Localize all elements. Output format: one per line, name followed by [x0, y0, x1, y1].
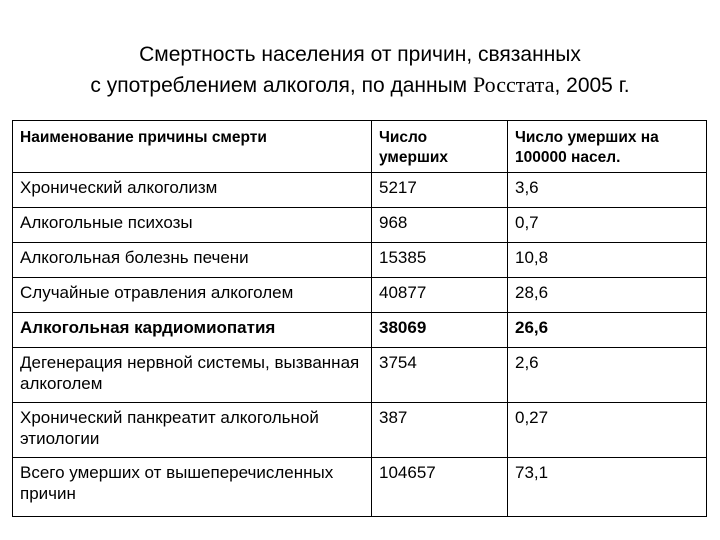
page-title — [0, 40, 720, 101]
table-header-row — [13, 121, 707, 173]
table-row — [13, 403, 707, 458]
header-deaths: Число умерших — [372, 121, 508, 173]
cell-deaths: 40877 — [372, 278, 508, 313]
cell-per-100k: 2,6 — [508, 348, 707, 403]
cell-cause: Алкогольные психозы — [13, 208, 372, 243]
cell-deaths: 5217 — [372, 173, 508, 208]
cell-per-100k: 3,6 — [508, 173, 707, 208]
cell-per-100k: 10,8 — [508, 243, 707, 278]
cell-deaths: 38069 — [372, 313, 508, 348]
mortality-table — [12, 120, 707, 517]
cell-per-100k: 26,6 — [508, 313, 707, 348]
table-row — [13, 173, 707, 208]
title-line-2 — [0, 70, 720, 101]
table-row — [13, 208, 707, 243]
header-per-100k: Число умерших на 100000 насел. — [508, 121, 707, 173]
cell-per-100k: 28,6 — [508, 278, 707, 313]
cell-cause: Дегенерация нервной системы, вызванная алкоголем — [13, 348, 372, 403]
cell-deaths: 387 — [372, 403, 508, 458]
cell-cause: Случайные отравления алкоголем — [13, 278, 372, 313]
cell-cause: Алкогольная болезнь печени — [13, 243, 372, 278]
title-source: Росстата — [472, 72, 555, 97]
title-line-2-end: , 2005 г. — [554, 74, 630, 97]
title-line-2-start: с употреблением алкоголя, по данным — [90, 74, 473, 97]
cell-cause: Хронический алкоголизм — [13, 173, 372, 208]
cell-cause: Алкогольная кардиомиопатия — [13, 313, 372, 348]
cell-deaths: 3754 — [372, 348, 508, 403]
title-line-1: Смертность населения от причин, связанных — [139, 43, 581, 66]
cell-per-100k: 0,7 — [508, 208, 707, 243]
table-row-total — [13, 458, 707, 517]
cell-cause: Хронический панкреатит алкогольной этиологии — [13, 403, 372, 458]
cell-cause: Всего умерших от вышеперечисленных причин — [13, 458, 372, 517]
cell-deaths: 104657 — [372, 458, 508, 517]
header-cause: Наименование причины смерти — [13, 121, 372, 173]
table-row — [13, 278, 707, 313]
table-row — [13, 348, 707, 403]
cell-per-100k: 73,1 — [508, 458, 707, 517]
cell-per-100k: 0,27 — [508, 403, 707, 458]
table-row-highlighted — [13, 313, 707, 348]
cell-deaths: 968 — [372, 208, 508, 243]
table-row — [13, 243, 707, 278]
cell-deaths: 15385 — [372, 243, 508, 278]
